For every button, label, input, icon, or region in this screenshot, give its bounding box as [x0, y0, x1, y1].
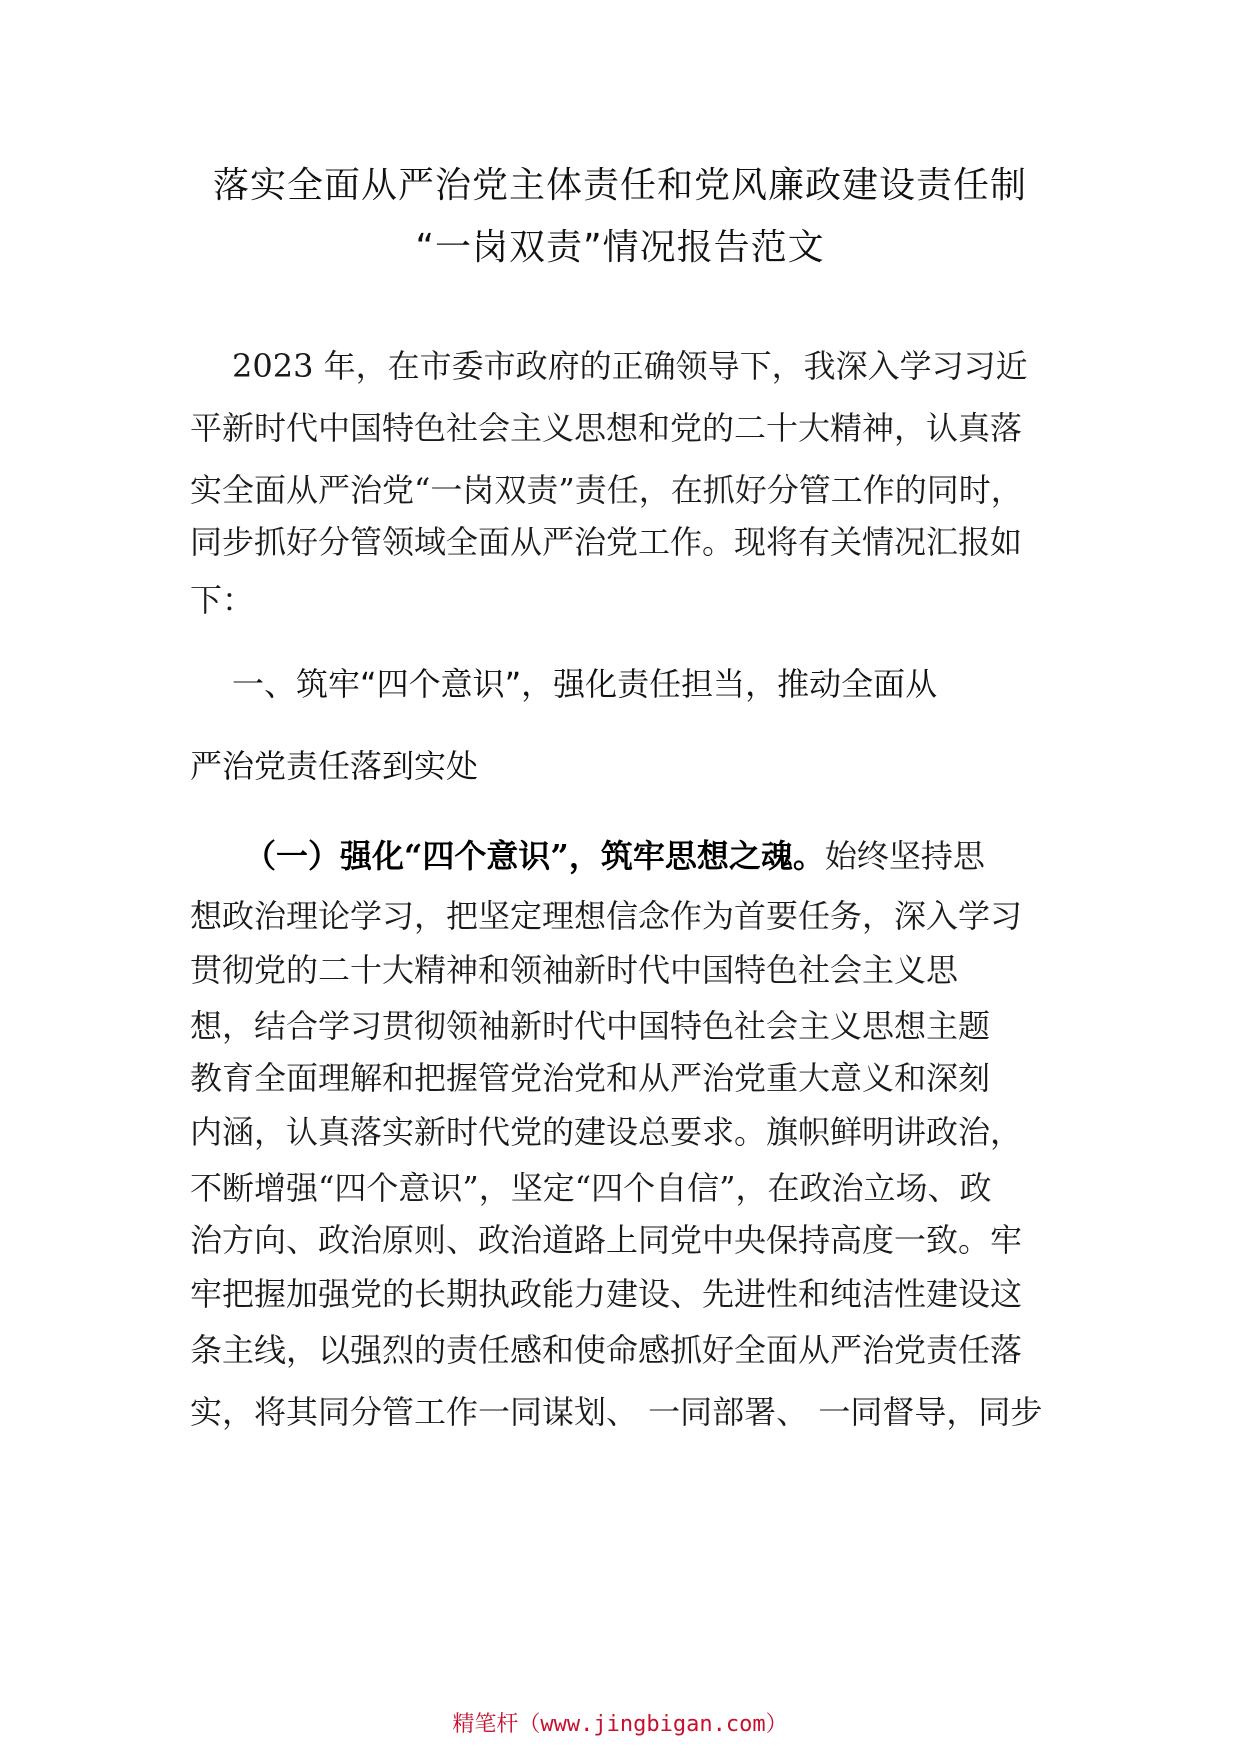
subsection-1-line: 治方向、政治原则、政治道路上同党中央保持高度一致。牢: [190, 1221, 1023, 1259]
intro-line: 下：: [190, 581, 255, 619]
intro-line: 平新时代中国特色社会主义思想和党的二十大精神，认真落: [190, 409, 1023, 447]
subsection-1-line: 条主线，以强烈的责任感和使命感抓好全面从严治党责任落: [190, 1331, 1023, 1369]
subsection-1-line: 内涵，认真落实新时代党的建设总要求。旗帜鲜明讲政治，: [190, 1113, 1023, 1151]
subsection-1-heading: （一）强化“四个意识”，筑牢思想之魂。: [244, 837, 825, 875]
subsection-1-first-line-text: 始终坚持思: [824, 837, 985, 875]
subsection-1-line: 实，将其同分管工作一同谋划、 一同部署、 一同督导，同步: [190, 1393, 1043, 1431]
intro-line: 实全面从严治党“一岗双责”责任，在抓好分管工作的同时，: [190, 471, 1023, 509]
document-title-line-1: 落实全面从严治党主体责任和党风廉政建设责任制: [212, 165, 1027, 206]
document-title-line-2: “一岗双责”情况报告范文: [415, 227, 825, 268]
subsection-1-line: 教育全面理解和把握管党治党和从严治党重大意义和深刻: [190, 1059, 991, 1097]
footer-watermark: 精笔杆（www.jingbigan.com）: [452, 1712, 788, 1737]
section-1-heading-line-1: 一、筑牢“四个意识”，强化责任担当，推动全面从: [232, 665, 938, 703]
subsection-1-line: 贯彻党的二十大精神和领袖新时代中国特色社会主义思: [190, 951, 959, 989]
section-1-heading-line-2: 严治党责任落到实处: [190, 747, 479, 785]
subsection-1-line: 不断增强“四个意识”，坚定“四个自信”，在政治立场、政: [190, 1169, 992, 1207]
subsection-1-line: 想，结合学习贯彻领袖新时代中国特色社会主义思想主题: [190, 1007, 991, 1045]
subsection-1-line: 牢把握加强党的长期执政能力建设、先进性和纯洁性建设这: [190, 1275, 1023, 1313]
intro-line: 2023 年，在市委市政府的正确领导下，我深入学习习近: [232, 347, 1028, 385]
intro-line: 同步抓好分管领域全面从严治党工作。现将有关情况汇报如: [190, 523, 1023, 561]
subsection-1-line: 想政治理论学习，把坚定理想信念作为首要任务，深入学习: [190, 897, 1023, 935]
subsection-1-first-line: [244, 836, 1070, 876]
